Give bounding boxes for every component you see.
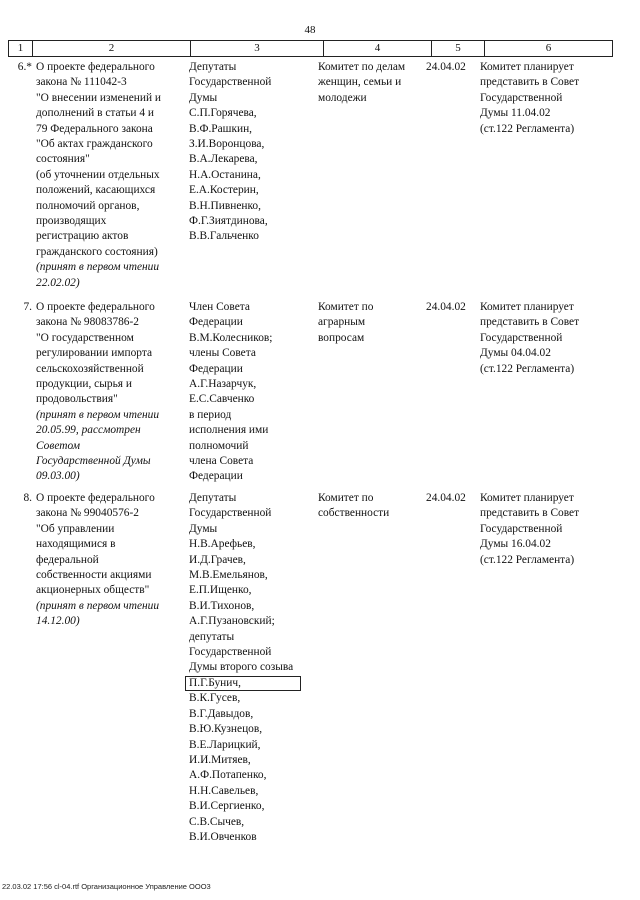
author-line-text: Е.А.Костерин,	[189, 184, 259, 197]
bill-title-line-text: О проекте федерального	[36, 492, 155, 504]
author-line	[189, 568, 301, 583]
plan-line	[480, 362, 579, 377]
bill-title-line	[36, 331, 159, 346]
bill-title-line	[36, 75, 161, 90]
bill-title-line-text: гражданского состояния)	[36, 245, 158, 258]
author-line-text: З.И.Воронцова,	[189, 138, 265, 151]
author-line-text: М.В.Емельянов,	[189, 569, 268, 582]
plan-cell	[480, 60, 579, 137]
bill-title-line-text: (принят в первом чтении	[36, 599, 160, 612]
plan-line-text: представить в Совет	[480, 507, 580, 520]
plan-line-text: Государственной	[480, 91, 563, 104]
committee-line-text: собственности	[318, 507, 390, 520]
author-line-text: члена Совета	[189, 455, 254, 468]
plan-line-text: Государственной	[480, 331, 563, 344]
committee-line	[318, 315, 373, 330]
bill-title-line-text: собственности акциями	[36, 569, 152, 582]
bill-title-line-text: дополнений в статьи 4 и	[36, 107, 155, 120]
author-line-text: члены Совета	[189, 347, 256, 360]
bill-title-line	[36, 392, 159, 407]
bill-title-line-text: (принят в первом чтении	[36, 408, 160, 421]
author-line	[189, 768, 301, 783]
bill-title-line	[36, 408, 159, 423]
plan-line	[480, 60, 579, 75]
bill-title-line	[36, 276, 161, 291]
author-line-text: В.Г.Давыдов,	[189, 707, 254, 720]
committee-line	[318, 506, 389, 521]
author-line	[189, 377, 272, 392]
bill-title-line-text: положений, касающихся	[36, 184, 156, 197]
committee-cell	[318, 60, 405, 106]
author-line	[189, 331, 272, 346]
author-line	[189, 583, 301, 598]
committee-line	[318, 91, 405, 106]
bill-title-line-text: сельскохозяйственной	[36, 362, 144, 375]
plan-line	[480, 75, 579, 90]
committee-line-text: Комитет по делам	[318, 61, 406, 73]
plan-line-text: Комитет планирует	[480, 301, 574, 313]
plan-line-text: (ст.122 Регламента)	[480, 122, 575, 135]
bill-title-line-text: полномочий органов,	[36, 199, 140, 212]
header-col-1: 1	[9, 41, 33, 56]
bill-title-line	[36, 60, 161, 75]
author-line-text: полномочий	[189, 439, 249, 452]
row-number: 6.*	[17, 61, 32, 73]
plan-line	[480, 346, 579, 361]
header-col-5: 5	[432, 41, 485, 56]
author-line-text: Федерации	[189, 362, 243, 375]
author-line	[189, 392, 272, 407]
bill-title-line-text: Советом	[36, 439, 80, 452]
bill-title-line-text: 20.05.99, рассмотрен	[36, 424, 141, 437]
bill-title-line	[36, 346, 159, 361]
plan-line	[480, 122, 579, 137]
bill-title-line	[36, 315, 159, 330]
author-line	[189, 168, 271, 183]
row-number: 8.	[23, 492, 32, 504]
author-line	[189, 199, 271, 214]
committee-line	[318, 60, 405, 75]
footer-note: 22.03.02 17:56 cl-04.rtf Организационное Управление ООО3	[2, 882, 211, 891]
author-line-text: В.Е.Ларицкий,	[189, 738, 261, 751]
author-line	[189, 229, 271, 244]
bill-title-line	[36, 599, 159, 614]
bill-title-line	[36, 183, 161, 198]
bill-title-line-text: О проекте федерального	[36, 61, 155, 73]
committee-line	[318, 300, 373, 315]
plan-line-text: Думы 04.04.02	[480, 347, 551, 360]
plan-line-text: Думы 11.04.02	[480, 107, 551, 120]
author-line	[189, 707, 301, 722]
bill-title-line	[36, 439, 159, 454]
author-line-text: Е.П.Ищенко,	[189, 584, 252, 597]
author-line-text: В.Н.Пивненко,	[189, 199, 261, 212]
author-line-text: Член Совета	[189, 301, 250, 313]
bill-title-line-text: 14.12.00)	[36, 615, 80, 628]
header-col-3: 3	[191, 41, 324, 56]
author-line-text: В.А.Лекарева,	[189, 153, 258, 166]
bill-title-line-text: "О внесении изменений и	[36, 91, 162, 104]
author-line-text: С.В.Сычев,	[189, 815, 245, 828]
plan-line-text: (ст.122 Регламента)	[480, 553, 575, 566]
bill-title-line	[36, 106, 161, 121]
date-cell: 24.04.02	[426, 301, 466, 313]
author-line-text: Думы второго созыва	[189, 661, 294, 674]
author-line	[189, 152, 271, 167]
authors-cell	[189, 491, 301, 845]
author-line	[189, 315, 272, 330]
plan-line	[480, 300, 579, 315]
author-line-text: А.Г.Пузановский;	[189, 615, 275, 628]
committee-cell	[318, 491, 389, 522]
bill-title-line-text: 22.02.02)	[36, 276, 80, 289]
author-line-text: Государственной	[189, 507, 272, 520]
bill-title-line-text: 79 Федерального закона	[36, 122, 153, 135]
bill-title-line	[36, 122, 161, 137]
author-line	[189, 784, 301, 799]
author-line-text: В.И.Тихонов,	[189, 599, 255, 612]
bill-title-line	[36, 91, 161, 106]
plan-line-text: представить в Совет	[480, 316, 580, 329]
author-line-text: В.Ф.Рашкин,	[189, 122, 253, 135]
bill-title-line-text: "О государственном	[36, 331, 134, 344]
bill-title-line-text: Государственной Думы	[36, 455, 151, 468]
bill-title-line	[36, 137, 161, 152]
header-col-4: 4	[324, 41, 432, 56]
plan-line-text: Государственной	[480, 522, 563, 535]
author-line-text: Государственной	[189, 76, 272, 89]
bill-title-line	[36, 245, 161, 260]
bill-title-line	[36, 362, 159, 377]
author-line	[189, 660, 301, 675]
author-line-text: Федерации	[189, 470, 243, 483]
bill-title-line-text: (принят в первом чтении	[36, 261, 160, 274]
bill-title-line	[36, 199, 161, 214]
plan-line	[480, 522, 579, 537]
committee-line	[318, 75, 405, 90]
plan-line	[480, 315, 579, 330]
bill-title-line	[36, 300, 159, 315]
author-line	[189, 676, 301, 691]
author-line	[189, 537, 301, 552]
author-line	[189, 722, 301, 737]
plan-line	[480, 537, 579, 552]
author-line-text: П.Г.Бунич,	[185, 676, 301, 691]
bill-title-line	[36, 423, 159, 438]
bill-title-line	[36, 522, 159, 537]
plan-cell	[480, 300, 579, 377]
committee-cell	[318, 300, 373, 346]
bill-title-line-text: производящих	[36, 215, 107, 228]
bill-title-line-text: регистрацию актов	[36, 230, 129, 243]
committee-line-text: вопросам	[318, 331, 365, 344]
author-line	[189, 599, 301, 614]
author-line	[189, 691, 301, 706]
plan-line-text: представить в Совет	[480, 76, 580, 89]
author-line	[189, 614, 301, 629]
author-line-text: Ф.Г.Зиятдинова,	[189, 215, 268, 228]
bill-title-line-text: акционерных обществ"	[36, 584, 150, 597]
bill-title-line-text: "Об управлении	[36, 522, 115, 535]
author-line	[189, 183, 271, 198]
author-line	[189, 214, 271, 229]
bill-title-line-text: регулировании импорта	[36, 347, 153, 360]
author-line	[189, 439, 272, 454]
plan-line-text: Комитет планирует	[480, 492, 574, 504]
author-line-text: С.П.Горячева,	[189, 107, 257, 120]
author-line	[189, 60, 271, 75]
header-col-6: 6	[545, 42, 552, 54]
bill-title-line	[36, 491, 159, 506]
bill-title-line-text: продовольствия"	[36, 393, 118, 406]
author-line-text: В.И.Сергиенко,	[189, 800, 265, 813]
bill-title-line	[36, 469, 159, 484]
bill-title-line-text: закона № 99040576-2	[36, 507, 139, 520]
author-line	[189, 738, 301, 753]
author-line	[189, 454, 272, 469]
author-line	[189, 469, 272, 484]
bill-title-cell	[36, 300, 159, 485]
committee-line	[318, 331, 373, 346]
bill-title-line	[36, 229, 161, 244]
author-line-text: В.В.Гальченко	[189, 230, 259, 243]
bill-title-line	[36, 614, 159, 629]
bill-title-cell	[36, 491, 159, 630]
plan-line	[480, 491, 579, 506]
bill-title-line-text: продукции, сырья и	[36, 378, 132, 391]
bill-title-line	[36, 168, 161, 183]
author-line	[189, 799, 301, 814]
author-line-text: Государственной	[189, 646, 272, 659]
author-line-text: И.И.Митяев,	[189, 753, 251, 766]
date-cell: 24.04.02	[426, 492, 466, 504]
plan-line	[480, 553, 579, 568]
plan-line	[480, 506, 579, 521]
bill-title-line-text: находящимися в	[36, 538, 116, 551]
committee-line	[318, 491, 389, 506]
author-line	[189, 137, 271, 152]
bill-title-line	[36, 553, 159, 568]
committee-line-text: аграрным	[318, 316, 366, 329]
committee-line-text: женщин, семьи и	[318, 76, 402, 89]
author-line-text: Н.А.Останина,	[189, 168, 261, 181]
plan-line-text: (ст.122 Регламента)	[480, 362, 575, 375]
author-line-text: в период	[189, 408, 232, 421]
author-line-text: В.М.Колесников;	[189, 331, 273, 344]
author-line	[189, 106, 271, 121]
bill-title-line	[36, 506, 159, 521]
bill-title-line	[36, 568, 159, 583]
author-line	[189, 522, 301, 537]
author-line	[189, 506, 301, 521]
author-line-text: Депутаты	[189, 61, 237, 73]
bill-title-line	[36, 583, 159, 598]
author-line	[189, 830, 301, 845]
header-col-2: 2	[33, 41, 191, 56]
author-line-text: Депутаты	[189, 492, 237, 504]
author-line	[189, 753, 301, 768]
bill-title-line-text: О проекте федерального	[36, 301, 155, 313]
author-line	[189, 423, 272, 438]
committee-line-text: Комитет по	[318, 301, 374, 313]
plan-line	[480, 106, 579, 121]
bill-title-line-text: закона № 111042-3	[36, 76, 127, 89]
bill-title-line	[36, 537, 159, 552]
bill-title-line	[36, 214, 161, 229]
author-line-text: А.Ф.Потапенко,	[189, 769, 267, 782]
bill-title-line-text: федеральной	[36, 553, 99, 566]
author-line	[189, 362, 272, 377]
bill-title-line	[36, 377, 159, 392]
author-line	[189, 346, 272, 361]
author-line	[189, 408, 272, 423]
author-line-text: Думы	[189, 522, 218, 535]
authors-cell	[189, 300, 272, 485]
committee-line-text: молодежи	[318, 91, 367, 104]
bill-title-cell	[36, 60, 161, 291]
author-line	[189, 553, 301, 568]
bill-title-line-text: (об уточнении отдельных	[36, 168, 160, 181]
author-line-text: В.Ю.Кузнецов,	[189, 723, 263, 736]
bill-title-line	[36, 152, 161, 167]
bill-title-line-text: состояния"	[36, 153, 90, 166]
author-line-text: исполнения ими	[189, 424, 269, 437]
plan-cell	[480, 491, 579, 568]
table-header-row	[8, 40, 613, 57]
author-line-text: Е.С.Савченко	[189, 393, 255, 406]
plan-line	[480, 331, 579, 346]
author-line	[189, 300, 272, 315]
author-line	[189, 491, 301, 506]
committee-line-text: Комитет по	[318, 492, 374, 504]
author-line-text: Федерации	[189, 316, 243, 329]
author-line	[189, 815, 301, 830]
bill-title-line-text: "Об актах гражданского	[36, 138, 153, 151]
page-number: 48	[304, 24, 316, 36]
author-line-text: Думы	[189, 91, 218, 104]
author-line-text: депутаты	[189, 630, 235, 643]
plan-line-text: Комитет планирует	[480, 61, 574, 73]
plan-line-text: Думы 16.04.02	[480, 538, 551, 551]
author-line	[189, 122, 271, 137]
author-line-text: В.И.Овченков	[189, 830, 257, 843]
author-line	[189, 645, 301, 660]
author-line	[189, 91, 271, 106]
author-line-text: В.К.Гусев,	[189, 692, 241, 705]
author-line-text: Н.В.Арефьев,	[189, 538, 256, 551]
bill-title-line	[36, 260, 161, 275]
date-cell: 24.04.02	[426, 61, 466, 73]
row-number: 7.	[23, 301, 32, 313]
bill-title-line-text: 09.03.00)	[36, 470, 80, 483]
authors-cell	[189, 60, 271, 245]
author-line	[189, 630, 301, 645]
author-line-text: И.Д.Грачев,	[189, 553, 246, 566]
author-line-text: Н.Н.Савельев,	[189, 784, 259, 797]
author-line	[189, 75, 271, 90]
author-line-text: А.Г.Назарчук,	[189, 378, 257, 391]
bill-title-line	[36, 454, 159, 469]
plan-line	[480, 91, 579, 106]
bill-title-line-text: закона № 98083786-2	[36, 316, 139, 329]
